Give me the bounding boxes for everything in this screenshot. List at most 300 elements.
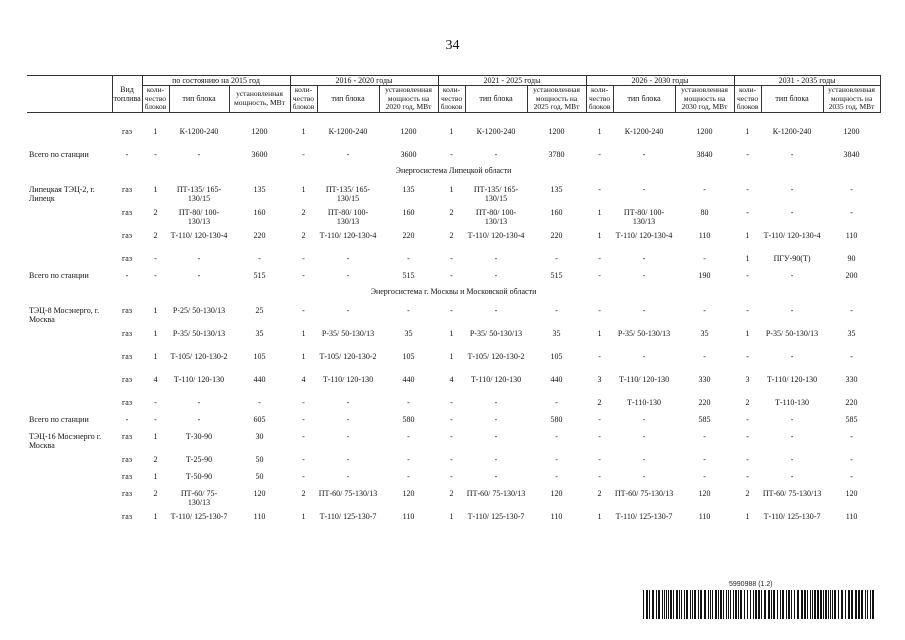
block-type: ПТ-135/ 165-130/15 — [176, 185, 222, 203]
barcode-bar — [777, 590, 778, 619]
block-count: 2 — [153, 208, 158, 217]
installed-capacity: - — [703, 352, 706, 361]
block-type: ПТ-80/ 100-130/13 — [623, 208, 665, 226]
station-name — [27, 509, 112, 532]
barcode — [643, 581, 878, 631]
barcode-bar — [668, 590, 669, 619]
table-row — [27, 349, 880, 372]
barcode-bar — [755, 590, 757, 619]
barcode-bar — [872, 590, 874, 619]
block-type: - — [494, 472, 498, 481]
header-period: по состоянию на 2015 год — [142, 76, 290, 86]
block-type: ПТ-135/ 165-130/15 — [325, 185, 371, 203]
block-type: Т-110/ 125-130-7 — [467, 512, 525, 521]
installed-capacity: - — [555, 398, 558, 407]
barcode-bar — [870, 590, 871, 619]
section-title: Энергосистема Липецкой области — [395, 166, 512, 175]
barcode-bar — [801, 590, 803, 619]
header-capacity: установленная мощность, МВт — [229, 86, 290, 113]
block-type: - — [642, 415, 646, 424]
barcode-bar — [848, 590, 850, 619]
block-count: 1 — [449, 127, 454, 136]
header-row-periods — [27, 76, 880, 86]
table-row — [27, 469, 880, 486]
installed-capacity: 35 — [847, 329, 856, 338]
barcode-bar — [794, 590, 795, 619]
block-type: - — [346, 254, 350, 263]
header-type: тип блока — [465, 86, 527, 113]
installed-capacity: 105 — [550, 352, 563, 361]
block-type: - — [494, 306, 498, 315]
block-count: - — [746, 208, 749, 217]
installed-capacity: - — [407, 472, 410, 481]
block-type: ПТ-135/ 165-130/15 — [473, 185, 519, 203]
barcode-bar — [845, 590, 846, 619]
block-count: - — [598, 415, 601, 424]
fuel-type: газ — [122, 489, 132, 498]
barcode-bar — [718, 590, 719, 619]
block-count: 1 — [449, 352, 454, 361]
block-count: - — [598, 150, 601, 159]
installed-capacity: 120 — [698, 489, 711, 498]
installed-capacity: - — [703, 306, 706, 315]
installed-capacity: 3840 — [696, 150, 713, 159]
barcode-bar — [686, 590, 688, 619]
installed-capacity: 1200 — [400, 127, 417, 136]
block-count: - — [598, 306, 601, 315]
block-type: ПТ-60/ 75-130/13 — [762, 489, 822, 498]
block-type: ПТ-80/ 100-130/13 — [475, 208, 517, 226]
installed-capacity: - — [850, 472, 853, 481]
block-count: - — [598, 472, 601, 481]
block-count: 1 — [153, 329, 158, 338]
block-type: - — [494, 150, 498, 159]
block-type: К-1200-240 — [624, 127, 664, 136]
block-type: К-1200-240 — [476, 127, 516, 136]
installed-capacity: - — [258, 254, 261, 263]
block-type: - — [790, 432, 794, 441]
barcode-bar — [867, 590, 868, 619]
installed-capacity: 50 — [255, 472, 264, 481]
table-row — [27, 509, 880, 532]
fuel-type: газ — [122, 306, 132, 315]
barcode-bar — [807, 590, 808, 619]
installed-capacity: - — [850, 306, 853, 315]
block-count: 2 — [449, 208, 454, 217]
block-type: Р-35/ 50-130/13 — [321, 329, 375, 338]
installed-capacity: 515 — [402, 271, 415, 280]
barcode-bar — [758, 590, 760, 619]
block-type: Т-110/ 120-130 — [766, 375, 818, 384]
station-name: Всего по станции — [29, 415, 89, 424]
block-count: - — [450, 415, 453, 424]
barcode-bar — [773, 590, 775, 619]
block-type: - — [197, 415, 201, 424]
block-type: - — [346, 415, 350, 424]
barcode-bar — [780, 590, 781, 619]
block-count: - — [746, 472, 749, 481]
barcode-bar — [832, 590, 833, 619]
installed-capacity: 515 — [253, 271, 266, 280]
installed-capacity: 515 — [550, 271, 563, 280]
block-count: 1 — [449, 185, 454, 194]
block-count: 1 — [301, 329, 306, 338]
barcode-bar — [753, 590, 754, 619]
barcode-bar — [786, 590, 787, 619]
installed-capacity: 3780 — [548, 150, 565, 159]
fuel-type: газ — [122, 398, 132, 407]
fuel-type: газ — [122, 352, 132, 361]
installed-capacity: 110 — [698, 231, 711, 240]
block-count: - — [746, 306, 749, 315]
barcode-bar — [830, 590, 831, 619]
installed-capacity: 220 — [253, 231, 266, 240]
barcode-label: 5990988 (1.2) — [729, 581, 773, 588]
installed-capacity: 105 — [402, 352, 415, 361]
barcode-bar — [768, 590, 770, 619]
block-type: Т-110/ 120-130 — [618, 375, 670, 384]
table-row — [27, 228, 880, 251]
header-type: тип блока — [761, 86, 823, 113]
block-count: - — [746, 455, 749, 464]
block-type: - — [346, 472, 350, 481]
block-count: 1 — [301, 127, 306, 136]
block-count: - — [746, 415, 749, 424]
barcode-bar — [708, 590, 709, 619]
block-count: - — [450, 254, 453, 263]
barcode-bar — [825, 590, 827, 619]
section-title: Энергосистема г. Москвы и Московской области — [370, 287, 537, 296]
block-type: - — [790, 472, 794, 481]
block-count: 2 — [597, 489, 602, 498]
header-period: 2021 - 2025 годы — [438, 76, 586, 86]
installed-capacity: - — [407, 432, 410, 441]
block-type: - — [346, 455, 350, 464]
block-type: ПТ-60/ 75-130/13 — [466, 489, 526, 498]
block-count: 1 — [153, 185, 158, 194]
barcode-bar — [698, 590, 699, 619]
barcode-bar — [771, 590, 772, 619]
installed-capacity: 25 — [255, 306, 264, 315]
block-type: - — [197, 398, 201, 407]
barcode-bar — [723, 590, 724, 619]
barcode-bar — [664, 590, 665, 619]
block-type: - — [197, 150, 201, 159]
installed-capacity: - — [555, 254, 558, 263]
station-name — [27, 349, 112, 372]
fuel-type: - — [125, 150, 129, 159]
block-type: Т-110/ 120-130-4 — [467, 231, 525, 240]
block-count: - — [598, 432, 601, 441]
block-type: - — [346, 271, 350, 280]
table-row — [27, 452, 880, 469]
installed-capacity: - — [555, 306, 558, 315]
table-row — [27, 182, 880, 205]
header-period: 2016 - 2020 годы — [290, 76, 438, 86]
fuel-type: газ — [122, 375, 132, 384]
table-body — [27, 112, 880, 532]
block-type: Т-110/ 120-130 — [173, 375, 225, 384]
station-name — [27, 205, 112, 228]
fuel-type: - — [125, 271, 129, 280]
installed-capacity: - — [850, 455, 853, 464]
installed-capacity: 50 — [255, 455, 264, 464]
header-count: коли-чество блоков — [438, 86, 465, 113]
barcode-bar — [858, 590, 860, 619]
page-number: 34 — [445, 38, 460, 53]
table-row — [27, 147, 880, 164]
section-header-row — [27, 164, 880, 182]
station-name — [27, 228, 112, 251]
block-count: 3 — [597, 375, 602, 384]
barcode-bar — [855, 590, 857, 619]
block-count: 1 — [597, 127, 602, 136]
block-count: 1 — [745, 329, 750, 338]
installed-capacity: - — [703, 185, 706, 194]
installed-capacity: 1200 — [548, 127, 565, 136]
block-type: Т-110/ 125-130-7 — [319, 512, 377, 521]
block-count: - — [302, 432, 305, 441]
installed-capacity: 90 — [847, 254, 856, 263]
block-count: 1 — [449, 512, 454, 521]
block-count: 1 — [597, 231, 602, 240]
block-count: - — [746, 432, 749, 441]
barcode-bar — [812, 590, 813, 619]
barcode-bar — [643, 590, 644, 619]
header-count: коли-чество блоков — [290, 86, 317, 113]
block-count: 2 — [745, 489, 750, 498]
installed-capacity: - — [850, 352, 853, 361]
installed-capacity: 220 — [698, 398, 711, 407]
block-count: - — [450, 398, 453, 407]
block-count: - — [598, 455, 601, 464]
installed-capacity: 3600 — [251, 150, 268, 159]
installed-capacity: 135 — [402, 185, 415, 194]
block-count: - — [746, 150, 749, 159]
installed-capacity: 110 — [845, 512, 858, 521]
block-count: - — [746, 271, 749, 280]
block-count: - — [450, 306, 453, 315]
fuel-type: газ — [122, 455, 132, 464]
station-name: ТЭЦ-8 Мосэнерго, г. Москва — [29, 306, 100, 324]
block-count: 1 — [597, 208, 602, 217]
installed-capacity: 440 — [253, 375, 266, 384]
installed-capacity: 3840 — [843, 150, 860, 159]
barcode-bar — [828, 590, 829, 619]
barcode-bar — [838, 590, 839, 619]
installed-capacity: 440 — [550, 375, 563, 384]
block-count: - — [450, 432, 453, 441]
block-type: Т-110/ 120-130-4 — [763, 231, 821, 240]
station-name: ТЭЦ-16 Мосэнерго г. Москва — [29, 432, 102, 450]
station-name — [27, 469, 112, 486]
block-count: 2 — [301, 208, 306, 217]
installed-capacity: - — [407, 254, 410, 263]
fuel-type: газ — [122, 254, 132, 263]
block-type: - — [197, 271, 201, 280]
station-name — [27, 372, 112, 395]
table-row — [27, 205, 880, 228]
block-count: - — [598, 352, 601, 361]
installed-capacity: 135 — [550, 185, 563, 194]
installed-capacity: - — [555, 472, 558, 481]
installed-capacity: 190 — [698, 271, 711, 280]
installed-capacity: - — [703, 254, 706, 263]
block-type: Р-35/ 50-130/13 — [469, 329, 523, 338]
barcode-bar — [679, 590, 680, 619]
block-type: Т-110-130 — [775, 398, 809, 407]
block-count: - — [302, 150, 305, 159]
installed-capacity: 585 — [845, 415, 858, 424]
barcode-bar — [658, 590, 660, 619]
block-type: - — [790, 150, 794, 159]
installed-capacity: 80 — [700, 208, 709, 217]
block-type: Т-110/ 125-130-7 — [615, 512, 673, 521]
barcode-bar — [712, 590, 713, 619]
installed-capacity: 160 — [253, 208, 266, 217]
block-count: - — [154, 415, 157, 424]
table-row — [27, 326, 880, 349]
header-station-blank — [27, 76, 112, 113]
block-count: - — [154, 150, 157, 159]
installed-capacity: 120 — [402, 489, 415, 498]
block-type: - — [642, 185, 646, 194]
block-count: 2 — [449, 489, 454, 498]
block-type: - — [494, 398, 498, 407]
barcode-bar — [820, 590, 822, 619]
installed-capacity: - — [555, 455, 558, 464]
spacer-row — [27, 112, 880, 124]
block-type: ПТ-60/ 75-130/13 — [180, 489, 218, 507]
table-row — [27, 251, 880, 268]
block-type: - — [642, 254, 646, 263]
installed-capacity: 105 — [253, 352, 266, 361]
barcode-bar — [715, 590, 717, 619]
installed-capacity: 220 — [550, 231, 563, 240]
block-count: 2 — [153, 455, 158, 464]
installed-capacity: 580 — [402, 415, 415, 424]
block-type: Т-110/ 120-130-4 — [319, 231, 377, 240]
barcode-bar — [720, 590, 722, 619]
installed-capacity: 160 — [402, 208, 415, 217]
block-count: - — [302, 254, 305, 263]
block-type: - — [790, 185, 794, 194]
installed-capacity: 110 — [698, 512, 711, 521]
block-type: - — [346, 398, 350, 407]
installed-capacity: - — [703, 455, 706, 464]
barcode-bar — [670, 590, 672, 619]
installed-capacity: - — [850, 185, 853, 194]
block-count: 4 — [449, 375, 454, 384]
barcode-bar — [728, 590, 729, 619]
table-row — [27, 429, 880, 452]
block-count: 2 — [153, 231, 158, 240]
block-count: - — [450, 150, 453, 159]
header-count: коли-чество блоков — [586, 86, 613, 113]
installed-capacity: - — [407, 455, 410, 464]
block-type: К-1200-240 — [179, 127, 219, 136]
block-type: Т-105/ 120-130-2 — [170, 352, 228, 361]
block-type: Р-35/ 50-130/13 — [172, 329, 226, 338]
block-count: 1 — [301, 352, 306, 361]
block-type: Т-110/ 120-130 — [322, 375, 374, 384]
barcode-bar — [761, 590, 762, 619]
block-type: - — [790, 352, 794, 361]
barcode-bar — [747, 590, 748, 619]
block-count: - — [598, 254, 601, 263]
barcode-bar — [692, 590, 693, 619]
installed-capacity: 35 — [700, 329, 709, 338]
barcode-bar — [788, 590, 790, 619]
block-count: 4 — [153, 375, 158, 384]
barcode-bar — [735, 590, 737, 619]
block-count: 3 — [745, 375, 750, 384]
block-type: ПТ-80/ 100-130/13 — [327, 208, 369, 226]
barcode-bar — [662, 590, 663, 619]
barcode-bar — [851, 590, 853, 619]
barcode-bar — [681, 590, 682, 619]
installed-capacity: - — [555, 432, 558, 441]
header-type: тип блока — [613, 86, 675, 113]
installed-capacity: 35 — [404, 329, 413, 338]
block-count: - — [598, 271, 601, 280]
block-count: 1 — [153, 127, 158, 136]
header-row-columns — [27, 86, 880, 113]
block-type: - — [790, 271, 794, 280]
table-row — [27, 372, 880, 395]
block-count: 1 — [597, 512, 602, 521]
installed-capacity: 605 — [253, 415, 266, 424]
block-count: 1 — [153, 472, 158, 481]
block-type: Р-35/ 50-130/13 — [765, 329, 819, 338]
block-count: 1 — [153, 432, 158, 441]
block-type: - — [642, 306, 646, 315]
header-count: коли-чество блоков — [142, 86, 169, 113]
station-name — [27, 395, 112, 412]
block-type: - — [642, 352, 646, 361]
station-name: Липецкая ТЭЦ-2, г. Липецк — [29, 185, 95, 203]
barcode-bar — [684, 590, 685, 619]
block-type: - — [790, 306, 794, 315]
block-type: - — [346, 432, 350, 441]
block-count: - — [598, 185, 601, 194]
barcode-bar — [676, 590, 678, 619]
block-type: Т-30-90 — [185, 432, 213, 441]
station-name — [27, 251, 112, 268]
fuel-type: газ — [122, 329, 132, 338]
barcode-bar — [865, 590, 866, 619]
barcode-bar — [810, 590, 811, 619]
block-count: - — [302, 398, 305, 407]
installed-capacity: - — [850, 432, 853, 441]
table-row — [27, 268, 880, 285]
power-plants-table — [27, 75, 881, 532]
header-count: коли-чество блоков — [734, 86, 761, 113]
block-type: - — [494, 415, 498, 424]
block-count: 4 — [301, 375, 306, 384]
installed-capacity: 30 — [255, 432, 264, 441]
block-type: ПТ-80/ 100-130/13 — [178, 208, 220, 226]
barcode-bar — [673, 590, 674, 619]
barcode-bar — [656, 590, 657, 619]
barcode-bar — [823, 590, 824, 619]
block-type: К-1200-240 — [328, 127, 368, 136]
table-row — [27, 486, 880, 509]
block-count: - — [154, 271, 157, 280]
block-type: Т-105/ 120-130-2 — [319, 352, 377, 361]
station-name: Всего по станции — [29, 150, 89, 159]
block-type: Р-25/ 50-130/13 — [172, 306, 226, 315]
